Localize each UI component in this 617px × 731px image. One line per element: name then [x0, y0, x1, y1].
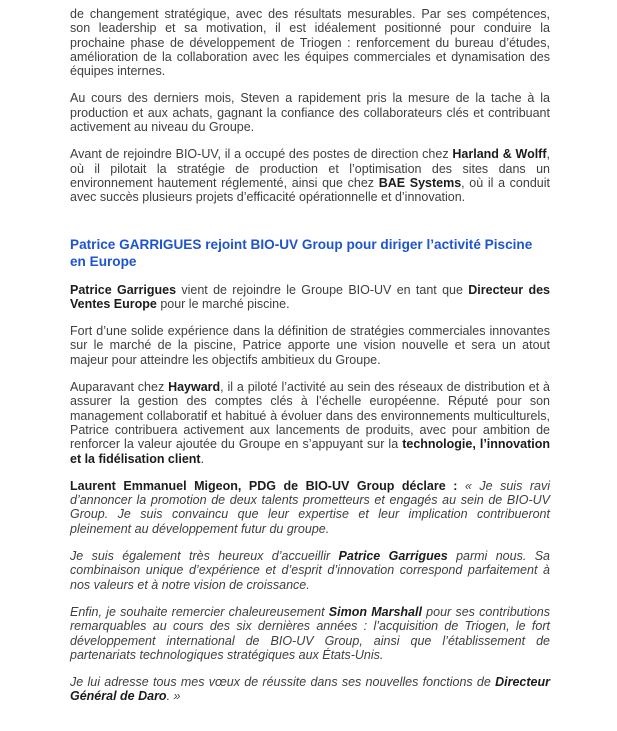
text-run: vient de rejoindre le Groupe BIO-UV en tant que [176, 282, 469, 297]
text-run: Avant de rejoindre BIO-UV, il a occupé des postes de direction chez [70, 147, 453, 162]
body-paragraph [70, 147, 550, 204]
text-run: Auparavant chez [70, 380, 169, 395]
body-paragraph [70, 91, 550, 134]
body-paragraph [70, 283, 550, 312]
text-run: Simon Marshall [328, 604, 422, 619]
text-run: , où il a conduit avec succès plusieurs projets d’efficacité opérationnelle et d’innovation. [70, 175, 550, 205]
text-run: Hayward [168, 380, 221, 395]
body-paragraph [70, 549, 550, 592]
body-paragraph [70, 605, 550, 662]
text-run: pour ses contributions remarquables au cours des six dernières années : l’acquisition de Triogen, le fort développement international de BIO-UV Group, ainsi que l’établissement de partenariats technologiques stratégiques aux États-Unis. [70, 604, 550, 662]
text-run: Directeur des Ventes Europe [70, 282, 550, 311]
text-run: de changement stratégique, avec des résultats mesurables. Par ses compétences, son leadership et sa motivation, il est idéalement positionné pour conduire la prochaine phase de développement de Triogen : renforcement du bureau d’études, amélioration de la collaboration avec les équipes commerciales et dynamisation des équipes internes. [70, 7, 550, 79]
text-run: technologie, l’innovation et la fidélisation client [70, 437, 550, 466]
text-run: Laurent Emmanuel Migeon, PDG de BIO-UV Group déclare : [70, 478, 465, 493]
text-run: Enfin, je souhaite remercier chaleureusement [70, 604, 329, 619]
text-run: Fort d’une solide expérience dans la définition de stratégies commerciales innovantes sur le marché de la piscine, Patrice apporte une vision nouvelle et sera un atout majeur pour atteindre les objectifs ambitieux du Groupe. [70, 324, 550, 367]
body-paragraph [70, 7, 550, 78]
document-content [70, 7, 550, 717]
text-run: Patrice Garrigues [338, 549, 448, 564]
text-run: Je lui adresse tous mes vœux de réussite dans ses nouvelles fonctions de [70, 675, 496, 690]
text-run: BAE Systems [378, 175, 462, 190]
text-run: . » [166, 689, 181, 704]
text-run: Directeur Général de Daro [70, 675, 550, 704]
text-run: , il a piloté l’activité au sein des réseaux de distribution et à assurer la gestion des comptes clés à l’échelle européenne. Réputé pour son management collaboratif et habitué à évoluer dans des environnements multiculturels, Patrice contribuera activement aux lancements de produits, avec pour ambition de renforcer la valeur ajoutée du Groupe en s’appuyant sur la [70, 380, 550, 452]
text-run: parmi nous. Sa combinaison unique d’expérience et d’esprit d’innovation correspond parfaitement à nos valeurs et à notre vision de croissance. [70, 549, 550, 592]
body-paragraph [70, 675, 550, 704]
text-run: Harland & Wolff [452, 147, 547, 162]
text-run: pour le marché piscine. [156, 296, 290, 311]
body-paragraph [70, 324, 550, 367]
body-paragraph [70, 380, 550, 466]
text-run: Je suis également très heureux d’accueillir [70, 549, 339, 564]
section-heading [70, 236, 550, 271]
body-paragraph [70, 479, 550, 536]
text-run: Au cours des derniers mois, Steven a rapidement pris la mesure de la tache à la production et aux achats, gagnant la confiance des collaborateurs clés et contribuant activement au niveau du Groupe. [70, 91, 550, 135]
text-run: , où il pilotait la stratégie de production et l’optimisation des sites dans un environnement hautement réglementé, ainsi que chez [70, 147, 550, 190]
text-run: « Je suis ravi d’annoncer la promotion de deux talents prometteurs et engagés au sein de BIO-UV Group. Je suis convaincu que leur expertise et leur implication contribueront pleinement au développement futur du groupe. [70, 478, 550, 536]
text-run: Patrice Garrigues [70, 282, 177, 297]
text-run: Patrice GARRIGUES rejoint BIO-UV Group pour diriger l’activité Piscine en Europe [70, 236, 533, 270]
text-run: . [200, 451, 205, 466]
